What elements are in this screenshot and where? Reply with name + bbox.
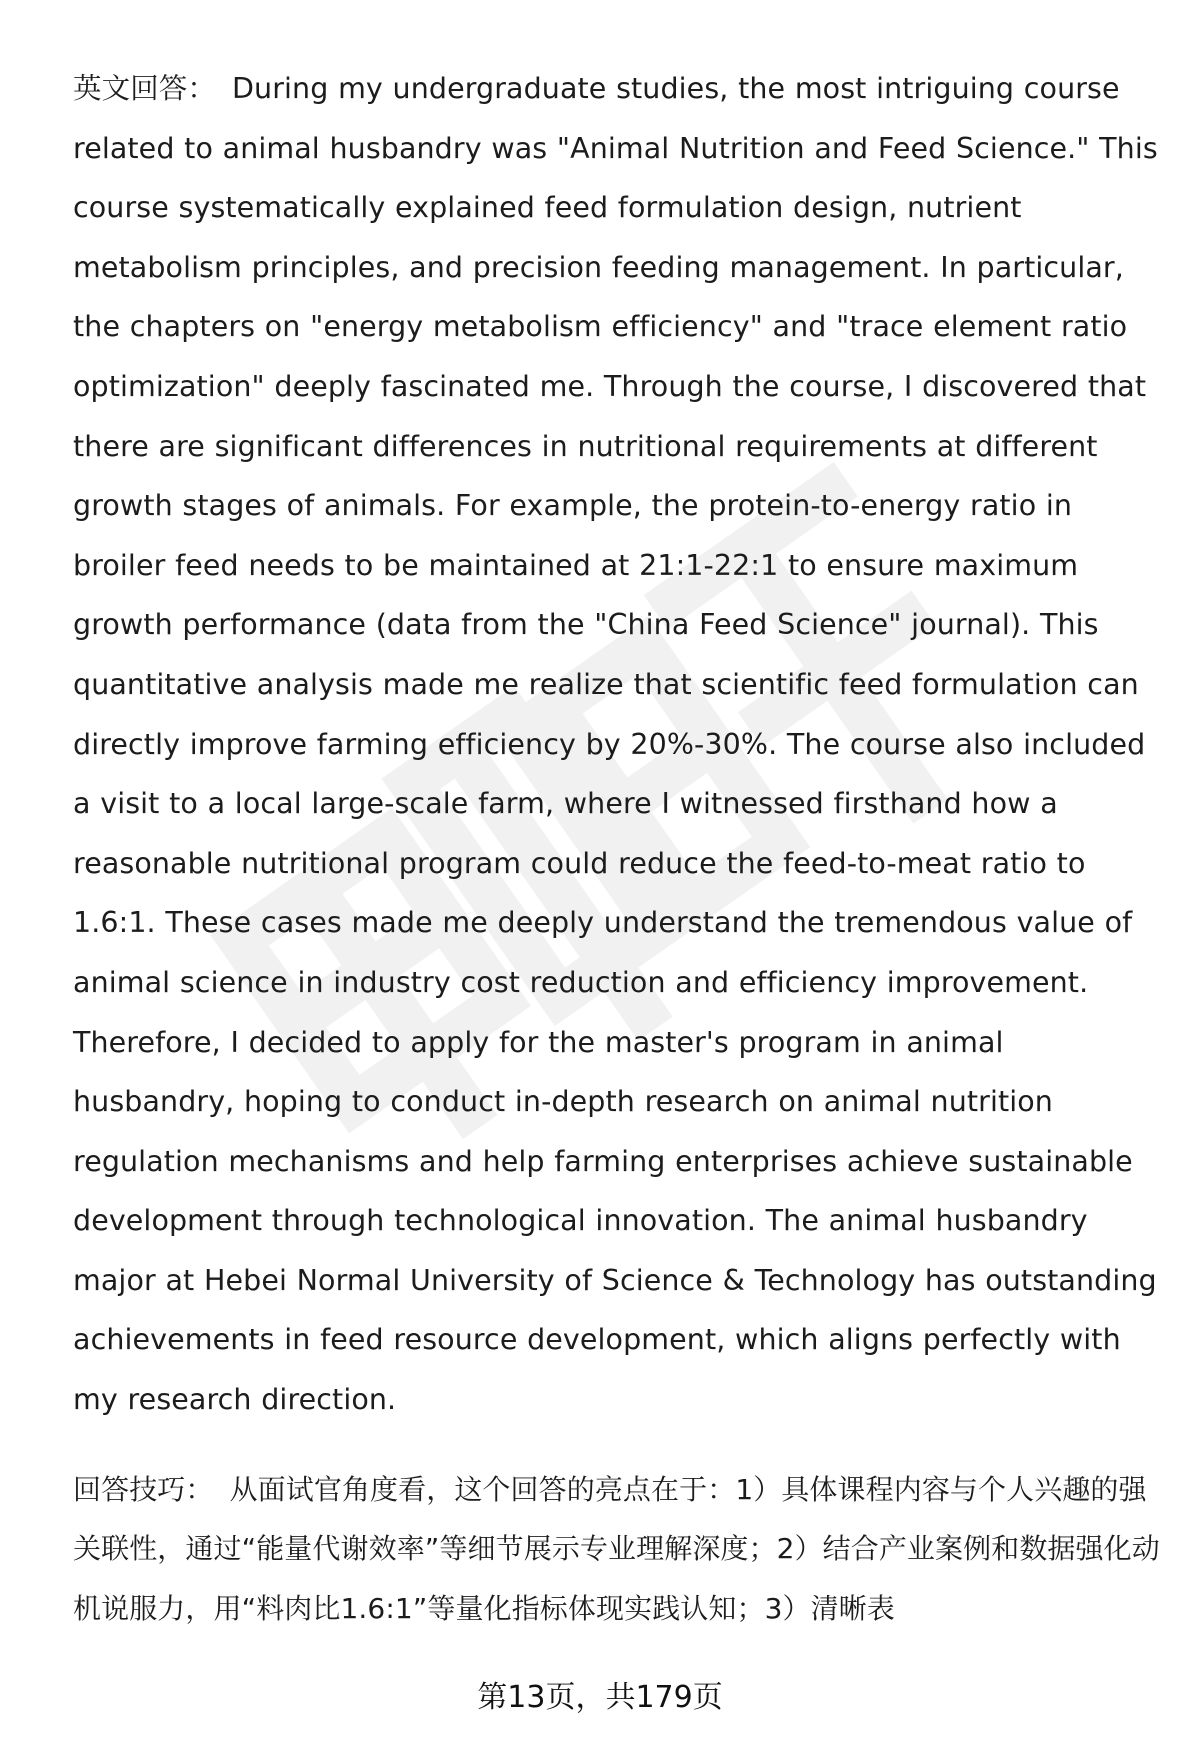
answer-tips-text: 从面试官角度看，这个回答的亮点在于：1）具体课程内容与个人兴趣的强关联性，通过“能量代谢效率”等细节展示专业理解深度；2）结合产业案例和数据强化动机说服力，用“料肉比1.6:1”等量化指标体现实践认知；3）清晰表 [73, 1472, 1160, 1625]
english-answer-text: During my undergraduate studies, the most intriguing course related to animal husbandry was "Animal Nutrition and Feed Science." This course systematically explained feed formulation design, nutrient metabolism principles, and precision feeding management. In particular, the chapters on "energy metabolism efficiency" and "trace element ratio optimization" deeply fascinated me. Through the course, I discovered that there are significant differences in nutritional requirements at different growth stages of animals. For example, the protein-to-energy ratio in broiler feed needs to be maintained at 21:1-22:1 to ensure maximum growth performance (data from the "China Feed Science" journal). This quantitative analysis made me realize that scientific feed formulation can directly improve farming efficiency by 20%-30%. The course also included a visit to a local large-scale farm, where I witnessed firsthand how a reasonable nutritional program could reduce the feed-to-meat ratio to 1.6:1. These cases made me deeply understand the tremendous value of animal science in industry cost reduction and efficiency improvement. Therefore, I decided to apply for the master's program in animal husbandry, hoping to conduct in-depth research on animal nutrition regulation mechanisms and help farming enterprises achieve sustainable development through technological innovation. The animal husbandry major at Hebei Normal University of Science & Technology has outstanding achievements in feed resource development, which aligns perfectly with my research direction. [73, 72, 1158, 1417]
document-body [73, 59, 1163, 1638]
english-answer-paragraph [73, 59, 1163, 1430]
page-number-footer: 第13页，共179页 [477, 1680, 723, 1715]
answer-tips-label: 回答技巧： [73, 1472, 214, 1506]
english-answer-label: 英文回答： [73, 72, 217, 105]
answer-tips-paragraph [73, 1460, 1163, 1639]
